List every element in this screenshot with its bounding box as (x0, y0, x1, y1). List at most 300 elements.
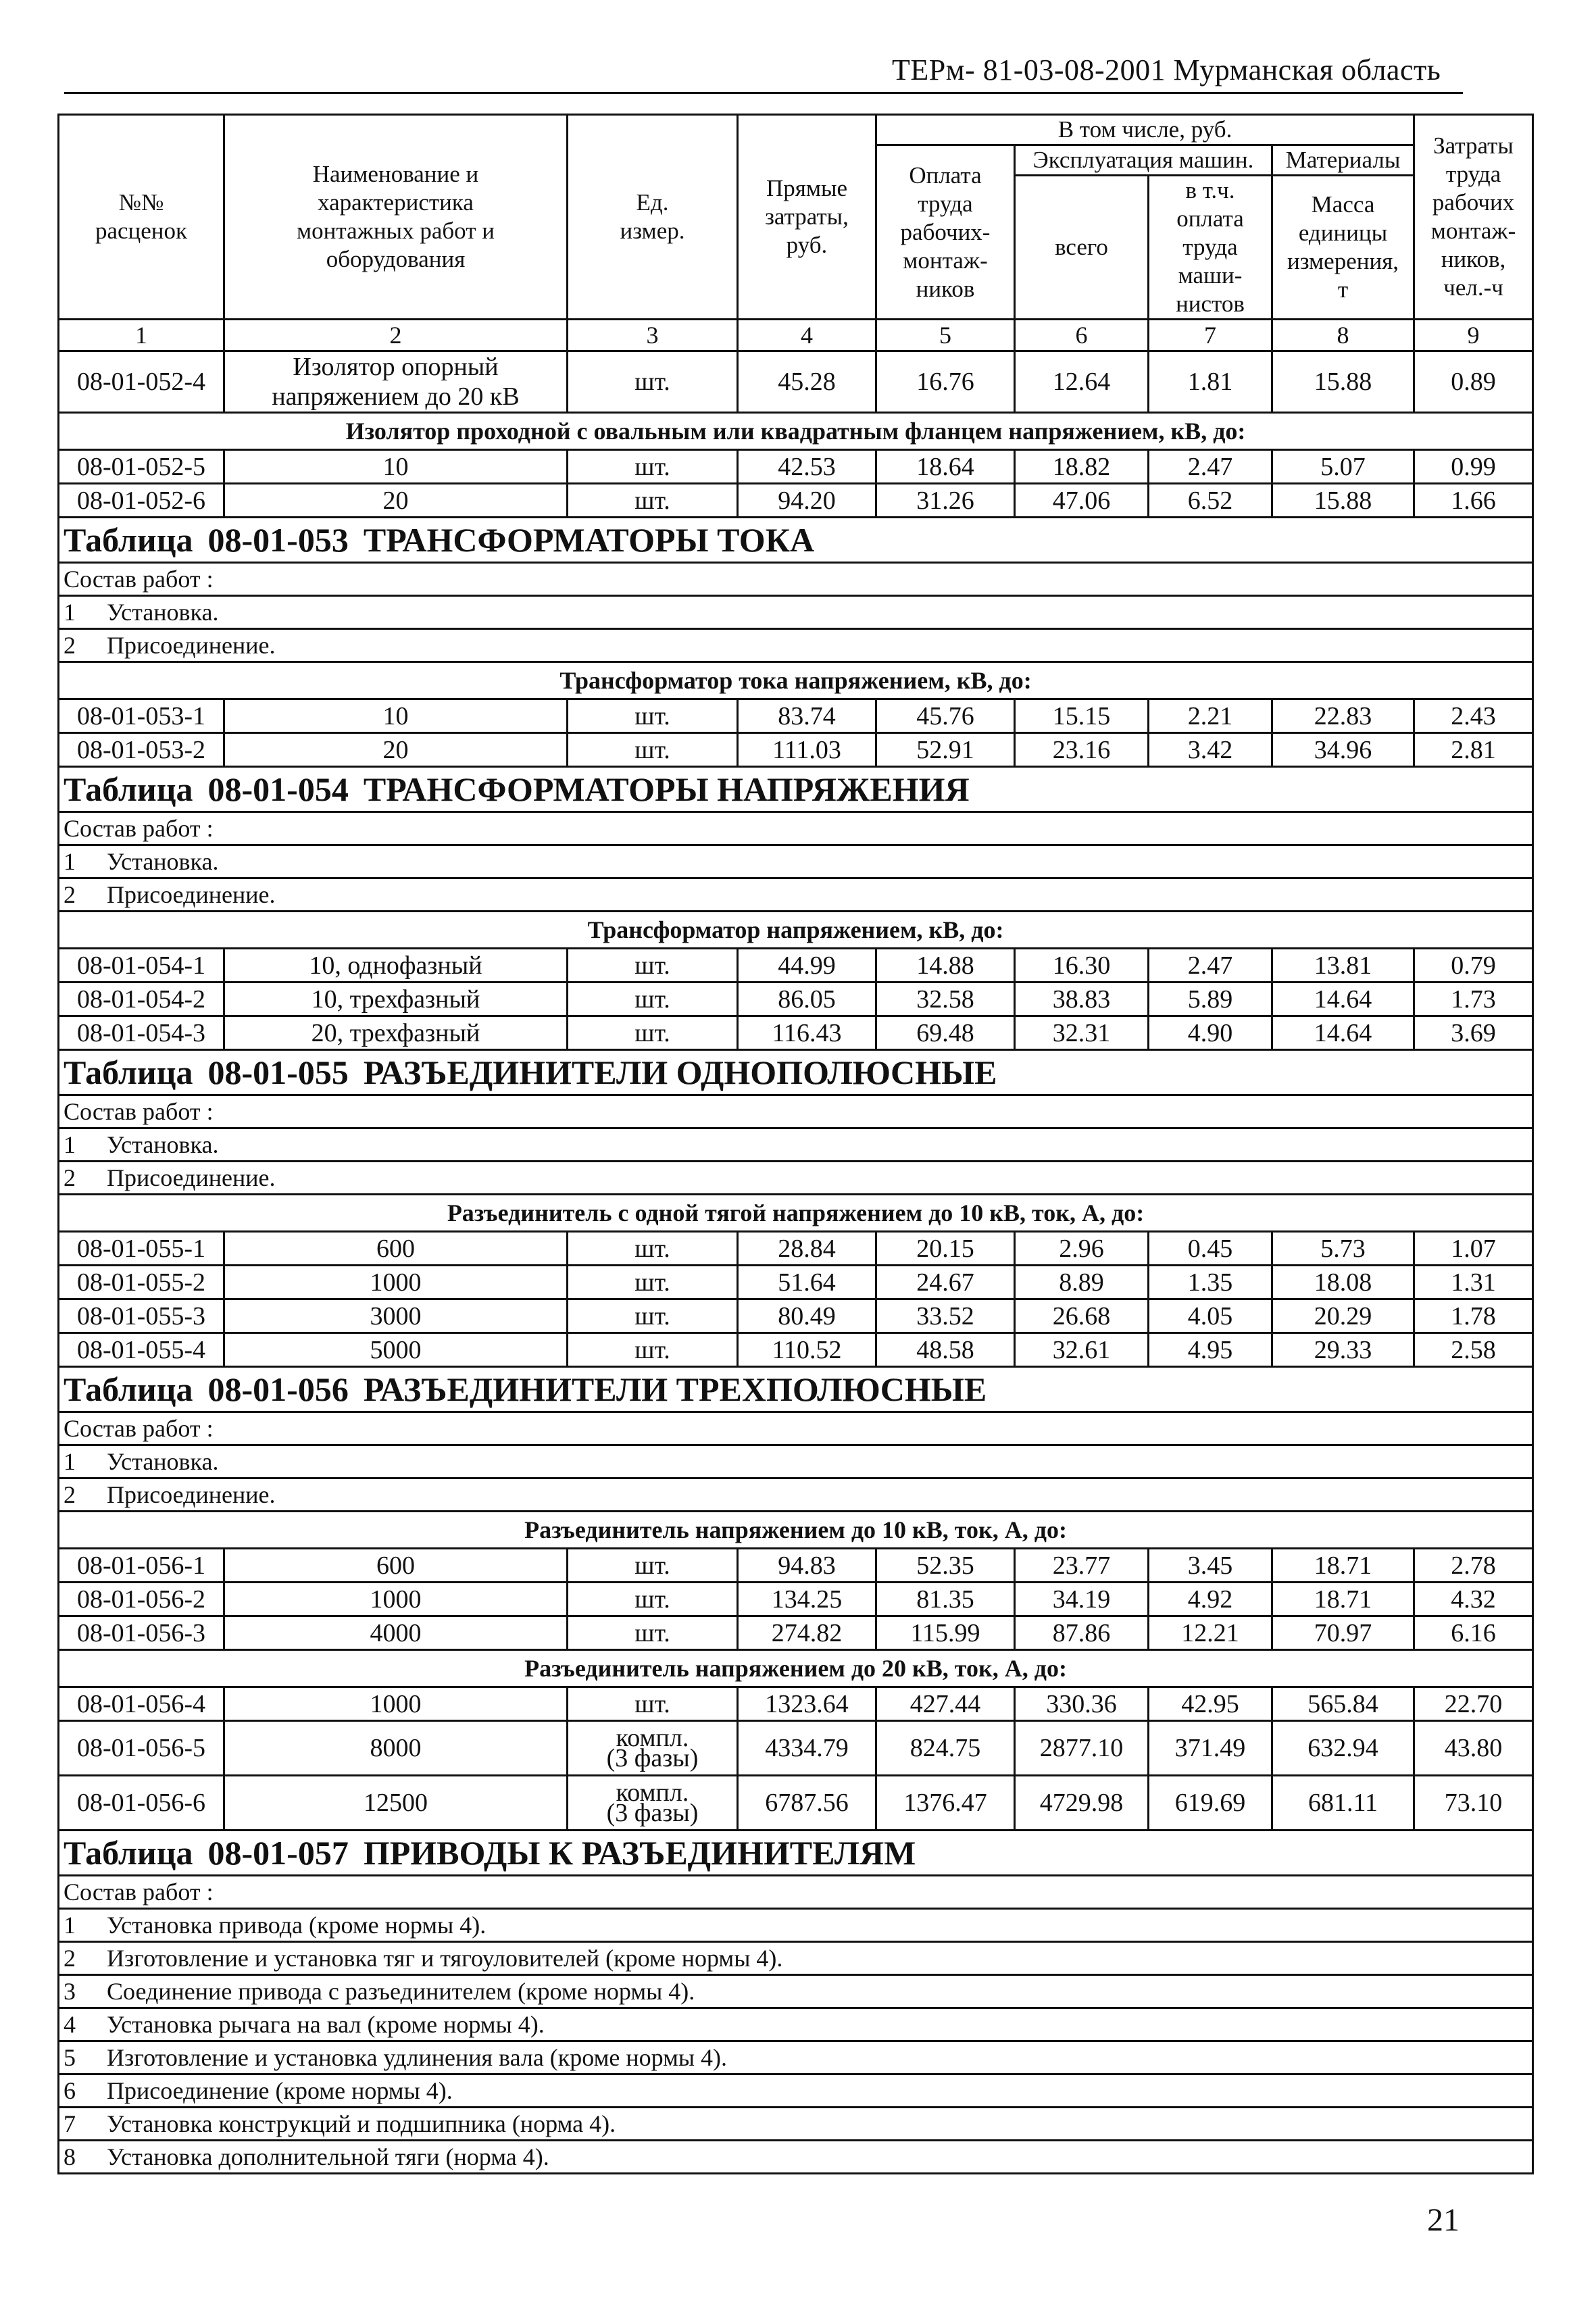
direct-cost: 80.49 (738, 1299, 876, 1333)
machinist-wages: 371.49 (1149, 1721, 1272, 1776)
colnum: 3 (568, 320, 738, 351)
worker-wages: 24.67 (876, 1266, 1015, 1299)
step-text: Установка. (107, 1448, 219, 1475)
step-row (59, 2074, 1533, 2108)
mass: 14.64 (1272, 982, 1414, 1016)
rate-code: 08-01-054-2 (59, 982, 224, 1016)
step (59, 2074, 1533, 2108)
step (59, 596, 1533, 629)
labor: 2.43 (1414, 699, 1533, 733)
col-total-header: всего (1015, 176, 1149, 320)
col1-l2: расценок (95, 218, 188, 244)
labor: 1.73 (1414, 982, 1533, 1016)
col-code-header (59, 115, 224, 320)
col5-l1: Оплата (909, 161, 982, 189)
machine-total: 16.30 (1015, 949, 1149, 982)
direct-cost: 94.20 (738, 484, 876, 518)
colnum: 2 (224, 320, 568, 351)
mass: 15.88 (1272, 484, 1414, 518)
step-row (59, 878, 1533, 912)
document-header: ТЕРм- 81-03-08-2001 Мурманская область (892, 53, 1441, 86)
col5-l4: монтаж- (903, 247, 988, 274)
col5-l3: рабочих- (900, 218, 991, 245)
machine-total: 12.64 (1015, 351, 1149, 413)
rate-code: 08-01-056-1 (59, 1549, 224, 1583)
step-text: Установка. (107, 1131, 219, 1158)
table-row (59, 1616, 1533, 1650)
col3-l1: Ед. (636, 189, 669, 216)
col2-l2: характеристика (318, 189, 474, 216)
work-name: 5000 (224, 1333, 568, 1367)
unit-l1: компл. (616, 1724, 689, 1752)
step-row (59, 845, 1533, 878)
rate-code: 08-01-052-4 (59, 351, 224, 413)
machine-total: 32.61 (1015, 1333, 1149, 1367)
direct-cost: 42.53 (738, 450, 876, 484)
rates-table (57, 114, 1534, 2174)
step-text: Установка привода (кроме нормы 4). (107, 1912, 487, 1939)
group-heading-row (59, 1195, 1533, 1232)
compose-row (59, 812, 1533, 845)
machinist-wages: 2.47 (1149, 949, 1272, 982)
title-word: Таблица (64, 1834, 193, 1872)
col7-l2: оплата (1176, 205, 1244, 232)
machinist-wages: 2.21 (1149, 699, 1272, 733)
col-incl-header: В том числе, руб. (876, 115, 1414, 145)
title-word: Таблица (64, 1053, 193, 1091)
worker-wages: 16.76 (876, 351, 1015, 413)
step-text: Установка рычага на вал (кроме нормы 4). (107, 2011, 545, 2038)
step-row (59, 1975, 1533, 2008)
col-exploit-header: Эксплуатация машин. (1015, 145, 1272, 176)
col7-l4: маши- (1178, 262, 1243, 289)
direct-cost: 51.64 (738, 1266, 876, 1299)
machinist-wages: 3.42 (1149, 733, 1272, 767)
group-heading: Трансформатор напряжением, кВ, до: (59, 912, 1533, 949)
table-row (59, 949, 1533, 982)
rate-code: 08-01-056-4 (59, 1687, 224, 1721)
labor: 1.31 (1414, 1266, 1533, 1299)
table-row (59, 450, 1533, 484)
work-name: 4000 (224, 1616, 568, 1650)
unit-l2: (3 фазы) (606, 1744, 699, 1772)
worker-wages: 69.48 (876, 1016, 1015, 1050)
col8-l2: единицы (1298, 220, 1388, 246)
mass: 22.83 (1272, 699, 1414, 733)
machinist-wages: 6.52 (1149, 484, 1272, 518)
title-code: 08-01-053 (207, 521, 349, 559)
unit: шт. (568, 1333, 738, 1367)
col9-l6: чел.-ч (1443, 274, 1503, 301)
mass: 5.07 (1272, 450, 1414, 484)
machine-total: 2877.10 (1015, 1721, 1149, 1776)
mass: 13.81 (1272, 949, 1414, 982)
labor: 0.89 (1414, 351, 1533, 413)
compose-row (59, 1876, 1533, 1909)
work-name: 10, однофазный (224, 949, 568, 982)
mass: 18.08 (1272, 1266, 1414, 1299)
labor: 73.10 (1414, 1776, 1533, 1831)
labor: 43.80 (1414, 1721, 1533, 1776)
work-name (224, 351, 568, 413)
machinist-wages: 3.45 (1149, 1549, 1272, 1583)
step (59, 845, 1533, 878)
direct-cost: 116.43 (738, 1016, 876, 1050)
worker-wages: 32.58 (876, 982, 1015, 1016)
mass: 18.71 (1272, 1583, 1414, 1616)
title-word: Таблица (64, 770, 193, 808)
step-number: 2 (64, 1164, 76, 1191)
step-row (59, 1128, 1533, 1162)
col8-l3: измерения, (1287, 248, 1399, 274)
step-number: 3 (64, 1978, 76, 2005)
col-wages-header (876, 145, 1015, 320)
col5-l5: ников (916, 275, 975, 302)
work-name: 10 (224, 699, 568, 733)
machinist-wages: 5.89 (1149, 982, 1272, 1016)
rate-code: 08-01-053-2 (59, 733, 224, 767)
col4-l2: затраты, (765, 203, 849, 230)
table-row (59, 1016, 1533, 1050)
step-row (59, 596, 1533, 629)
colnum: 8 (1272, 320, 1414, 351)
machinist-wages: 4.95 (1149, 1333, 1272, 1367)
group-heading-row (59, 912, 1533, 949)
group-heading-row (59, 662, 1533, 699)
group-heading: Разъединитель напряжением до 20 кВ, ток, А, до: (59, 1650, 1533, 1687)
step-number: 6 (64, 2077, 76, 2104)
step-number: 7 (64, 2110, 76, 2137)
col9-l1: Затраты (1433, 132, 1514, 159)
step (59, 1909, 1533, 1942)
unit: шт. (568, 1549, 738, 1583)
unit: шт. (568, 1583, 738, 1616)
table-row (59, 1266, 1533, 1299)
step-text: Изготовление и установка тяг и тягоуловителей (кроме нормы 4). (107, 1945, 783, 1972)
rate-code: 08-01-055-1 (59, 1232, 224, 1266)
unit: шт. (568, 733, 738, 767)
machinist-wages: 0.45 (1149, 1232, 1272, 1266)
machinist-wages: 1.81 (1149, 351, 1272, 413)
step-number: 1 (64, 1448, 76, 1475)
mass: 5.73 (1272, 1232, 1414, 1266)
step-text: Соединение привода с разъединителем (кроме нормы 4). (107, 1978, 695, 2005)
step-text: Присоединение. (107, 632, 276, 659)
col7-l3: труда (1182, 234, 1238, 260)
unit: шт. (568, 1299, 738, 1333)
group-heading-row (59, 1512, 1533, 1549)
direct-cost: 45.28 (738, 351, 876, 413)
worker-wages: 45.76 (876, 699, 1015, 733)
direct-cost: 28.84 (738, 1232, 876, 1266)
rate-code: 08-01-053-1 (59, 699, 224, 733)
title-text: ТРАНСФОРМАТОРЫ ТОКА (363, 521, 815, 559)
col-unit-header (568, 115, 738, 320)
step (59, 2041, 1533, 2074)
unit: шт. (568, 351, 738, 413)
machine-total: 23.16 (1015, 733, 1149, 767)
mass: 20.29 (1272, 1299, 1414, 1333)
table-title (59, 767, 1533, 812)
compose-label: Состав работ : (59, 812, 1533, 845)
step-row (59, 1478, 1533, 1512)
rate-code: 08-01-056-5 (59, 1721, 224, 1776)
labor: 2.58 (1414, 1333, 1533, 1367)
col-mass-header (1272, 176, 1414, 320)
table-title (59, 1831, 1533, 1876)
direct-cost: 1323.64 (738, 1687, 876, 1721)
rate-code: 08-01-055-4 (59, 1333, 224, 1367)
worker-wages: 115.99 (876, 1616, 1015, 1650)
step-number: 1 (64, 599, 76, 626)
machinist-wages: 1.35 (1149, 1266, 1272, 1299)
col2-l3: монтажных работ и (297, 218, 495, 244)
step-text: Присоединение. (107, 1164, 276, 1191)
table-title (59, 518, 1533, 563)
step (59, 1975, 1533, 2008)
table-row (59, 1299, 1533, 1333)
col8-l1: Масса (1311, 191, 1375, 218)
col-labor-header (1414, 115, 1533, 320)
step (59, 1478, 1533, 1512)
work-name: 20 (224, 484, 568, 518)
worker-wages: 81.35 (876, 1583, 1015, 1616)
work-name-l1: Изолятор опорный (293, 353, 499, 381)
step-row (59, 2141, 1533, 2174)
unit: шт. (568, 1266, 738, 1299)
title-text: ТРАНСФОРМАТОРЫ НАПРЯЖЕНИЯ (363, 770, 970, 808)
mass: 34.96 (1272, 733, 1414, 767)
step-number: 2 (64, 632, 76, 659)
table-row (59, 699, 1533, 733)
machine-total: 32.31 (1015, 1016, 1149, 1050)
step (59, 1445, 1533, 1478)
work-name: 20 (224, 733, 568, 767)
step-text: Присоединение. (107, 1481, 276, 1508)
colnum: 6 (1015, 320, 1149, 351)
direct-cost: 86.05 (738, 982, 876, 1016)
direct-cost: 110.52 (738, 1333, 876, 1367)
worker-wages: 48.58 (876, 1333, 1015, 1367)
table-row (59, 1549, 1533, 1583)
machine-total: 38.83 (1015, 982, 1149, 1016)
direct-cost: 134.25 (738, 1583, 876, 1616)
compose-label: Состав работ : (59, 1095, 1533, 1128)
col3-l2: измер. (620, 218, 685, 244)
title-code: 08-01-056 (207, 1370, 349, 1408)
worker-wages: 33.52 (876, 1299, 1015, 1333)
colnum: 4 (738, 320, 876, 351)
labor: 1.07 (1414, 1232, 1533, 1266)
table-row (59, 351, 1533, 413)
step-text: Установка дополнительной тяги (норма 4). (107, 2143, 549, 2170)
mass: 15.88 (1272, 351, 1414, 413)
work-name: 1000 (224, 1266, 568, 1299)
step-row (59, 629, 1533, 662)
machine-total: 2.96 (1015, 1232, 1149, 1266)
direct-cost: 4334.79 (738, 1721, 876, 1776)
worker-wages: 20.15 (876, 1232, 1015, 1266)
col4-l1: Прямые (766, 175, 848, 201)
title-code: 08-01-055 (207, 1053, 349, 1091)
machine-total: 330.36 (1015, 1687, 1149, 1721)
direct-cost: 44.99 (738, 949, 876, 982)
machinist-wages: 4.90 (1149, 1016, 1272, 1050)
unit: шт. (568, 1616, 738, 1650)
group-heading: Разъединитель напряжением до 10 кВ, ток, А, до: (59, 1512, 1533, 1549)
title-code: 08-01-054 (207, 770, 349, 808)
step-text: Присоединение (кроме нормы 4). (107, 2077, 453, 2104)
machine-total: 8.89 (1015, 1266, 1149, 1299)
direct-cost: 6787.56 (738, 1776, 876, 1831)
rate-code: 08-01-052-5 (59, 450, 224, 484)
unit (568, 1776, 738, 1831)
step-number: 2 (64, 1481, 76, 1508)
rate-code: 08-01-055-3 (59, 1299, 224, 1333)
mass: 29.33 (1272, 1333, 1414, 1367)
worker-wages: 52.91 (876, 733, 1015, 767)
group-heading-row (59, 1650, 1533, 1687)
compose-label: Состав работ : (59, 1412, 1533, 1445)
machinist-wages: 619.69 (1149, 1776, 1272, 1831)
step (59, 2108, 1533, 2141)
table-title-row (59, 1367, 1533, 1412)
labor: 6.16 (1414, 1616, 1533, 1650)
table-title-row (59, 767, 1533, 812)
table-title-row (59, 518, 1533, 563)
rate-code: 08-01-054-3 (59, 1016, 224, 1050)
page-number: 21 (1427, 2202, 1460, 2238)
labor: 2.81 (1414, 733, 1533, 767)
step-number: 5 (64, 2044, 76, 2071)
machinist-wages: 4.05 (1149, 1299, 1272, 1333)
compose-row (59, 1412, 1533, 1445)
work-name-l2: напряжением до 20 кВ (272, 382, 520, 411)
unit-l1: компл. (616, 1778, 689, 1807)
group-heading: Изолятор проходной с овальным или квадратным фланцем напряжением, кВ, до: (59, 413, 1533, 450)
table-row (59, 1776, 1533, 1831)
group-heading: Разъединитель с одной тягой напряжением до 10 кВ, ток, А, до: (59, 1195, 1533, 1232)
colnum: 9 (1414, 320, 1533, 351)
step-number: 8 (64, 2143, 76, 2170)
labor: 1.66 (1414, 484, 1533, 518)
labor: 3.69 (1414, 1016, 1533, 1050)
compose-row (59, 563, 1533, 596)
worker-wages: 14.88 (876, 949, 1015, 982)
step-text: Установка. (107, 599, 219, 626)
step (59, 1942, 1533, 1975)
rate-code: 08-01-055-2 (59, 1266, 224, 1299)
colnum: 7 (1149, 320, 1272, 351)
step (59, 1128, 1533, 1162)
table-title-row (59, 1831, 1533, 1876)
col9-l3: рабочих (1432, 189, 1515, 216)
title-text: РАЗЪЕДИНИТЕЛИ ТРЕХПОЛЮСНЫЕ (363, 1370, 987, 1408)
col-operator-wages-header (1149, 176, 1272, 320)
rate-code: 08-01-056-6 (59, 1776, 224, 1831)
table-title (59, 1367, 1533, 1412)
column-numbers-row (59, 320, 1533, 351)
header-rule (64, 92, 1463, 94)
header-row-1 (59, 115, 1533, 145)
table-title (59, 1050, 1533, 1095)
mass: 70.97 (1272, 1616, 1414, 1650)
unit: шт. (568, 982, 738, 1016)
table-row (59, 1721, 1533, 1776)
machine-total: 34.19 (1015, 1583, 1149, 1616)
labor: 0.79 (1414, 949, 1533, 982)
machine-total: 15.15 (1015, 699, 1149, 733)
direct-cost: 83.74 (738, 699, 876, 733)
col5-l2: труда (918, 190, 973, 217)
step (59, 2141, 1533, 2174)
step (59, 1162, 1533, 1195)
work-name: 1000 (224, 1687, 568, 1721)
machinist-wages: 12.21 (1149, 1616, 1272, 1650)
labor: 22.70 (1414, 1687, 1533, 1721)
title-text: ПРИВОДЫ К РАЗЪЕДИНИТЕЛЯМ (363, 1834, 916, 1872)
col4-l3: руб. (786, 232, 828, 258)
col9-l5: ников, (1441, 246, 1506, 272)
table-row (59, 982, 1533, 1016)
colnum: 5 (876, 320, 1015, 351)
work-name: 3000 (224, 1299, 568, 1333)
unit: шт. (568, 450, 738, 484)
col1-l1: №№ (118, 189, 164, 216)
work-name: 12500 (224, 1776, 568, 1831)
direct-cost: 274.82 (738, 1616, 876, 1650)
compose-label: Состав работ : (59, 563, 1533, 596)
compose-row (59, 1095, 1533, 1128)
col-name-header (224, 115, 568, 320)
mass: 18.71 (1272, 1549, 1414, 1583)
compose-label: Состав работ : (59, 1876, 1533, 1909)
worker-wages: 31.26 (876, 484, 1015, 518)
step-number: 1 (64, 1912, 76, 1939)
title-word: Таблица (64, 1370, 193, 1408)
table-title-row (59, 1050, 1533, 1095)
step-number: 2 (64, 881, 76, 908)
machinist-wages: 2.47 (1149, 450, 1272, 484)
rate-code: 08-01-054-1 (59, 949, 224, 982)
unit-l2: (3 фазы) (606, 1799, 699, 1827)
col2-l4: оборудования (326, 246, 466, 272)
col-direct-header (738, 115, 876, 320)
step-number: 1 (64, 1131, 76, 1158)
title-word: Таблица (64, 521, 193, 559)
step-row (59, 1942, 1533, 1975)
step (59, 629, 1533, 662)
direct-cost: 94.83 (738, 1549, 876, 1583)
step-row (59, 2108, 1533, 2141)
step-row (59, 1909, 1533, 1942)
unit (568, 1721, 738, 1776)
step-text: Присоединение. (107, 881, 276, 908)
worker-wages: 427.44 (876, 1687, 1015, 1721)
machine-total: 23.77 (1015, 1549, 1149, 1583)
worker-wages: 824.75 (876, 1721, 1015, 1776)
step-text: Изготовление и установка удлинения вала (кроме нормы 4). (107, 2044, 728, 2071)
mass: 681.11 (1272, 1776, 1414, 1831)
machine-total: 18.82 (1015, 450, 1149, 484)
unit: шт. (568, 1016, 738, 1050)
step-text: Установка. (107, 848, 219, 875)
table-row (59, 1232, 1533, 1266)
col2-l1: Наименование и (312, 161, 479, 187)
work-name: 600 (224, 1549, 568, 1583)
work-name: 20, трехфазный (224, 1016, 568, 1050)
step (59, 878, 1533, 912)
